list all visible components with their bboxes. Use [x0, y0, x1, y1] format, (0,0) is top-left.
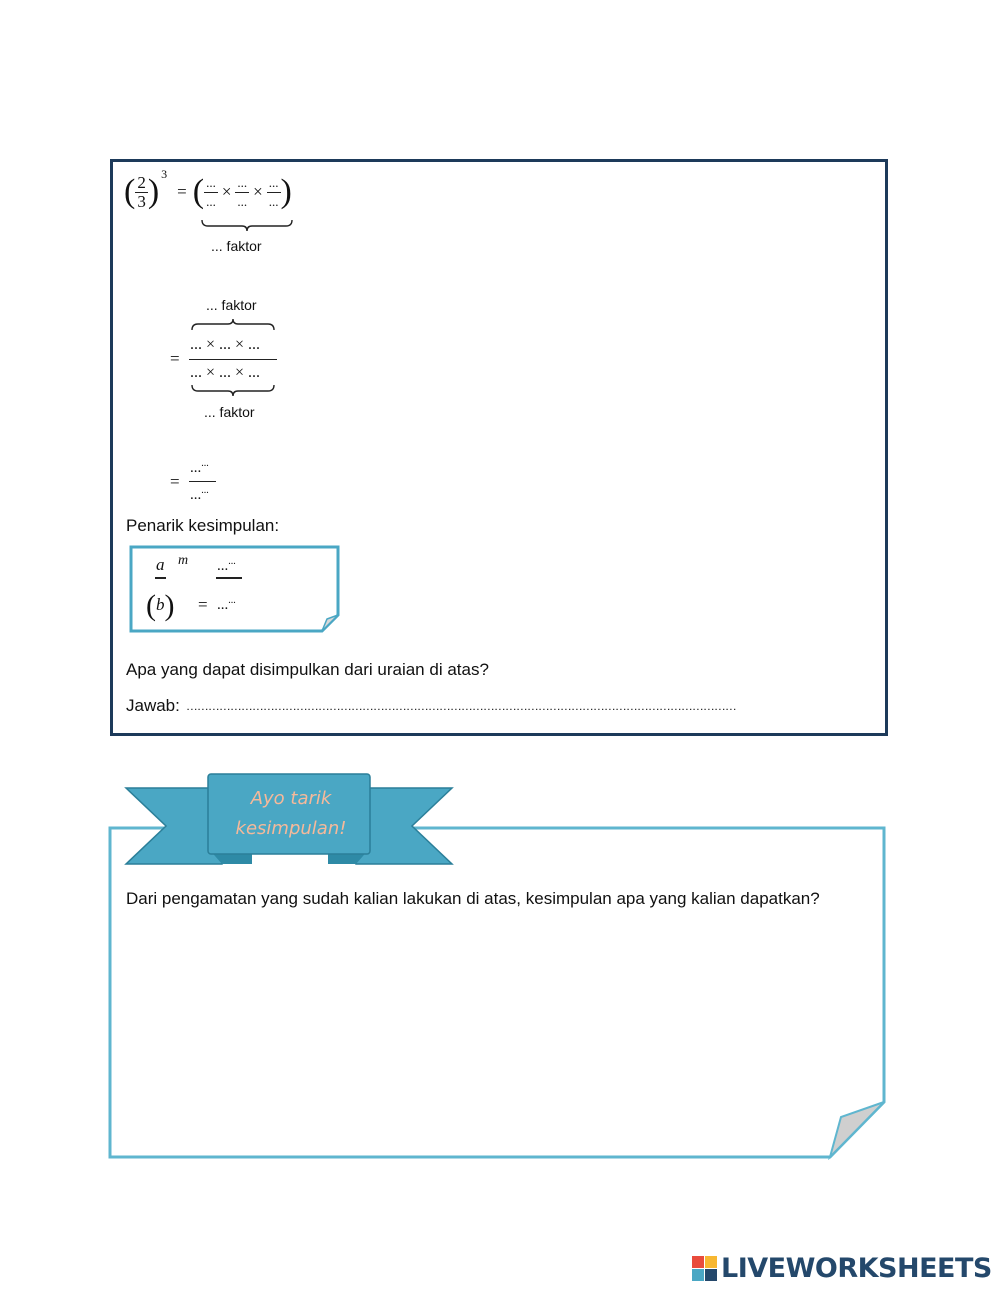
equals-sign: =	[170, 349, 180, 368]
factor-count-label: ... faktor	[211, 238, 262, 254]
conclusion-label: Penarik kesimpulan:	[126, 516, 280, 535]
rule-rhs-den-exp: ...	[228, 595, 236, 606]
base-numerator: 2	[137, 172, 146, 192]
logo-badge-icon	[692, 1256, 717, 1281]
factor-count-label-bottom: ... faktor	[204, 404, 255, 420]
rule-m: m	[178, 553, 189, 568]
power-den-base: ...	[190, 487, 202, 503]
power-num-exp: ...	[201, 458, 209, 469]
rule-rhs-numerator	[217, 556, 236, 575]
banner-line1: Ayo tarik	[250, 788, 332, 809]
answer-input[interactable]: ……………………………………………………………………………………………………………………………………	[185, 699, 736, 713]
factor-count-label-top: ... faktor	[206, 297, 257, 313]
fraction-bar	[189, 481, 216, 482]
power-numerator	[190, 458, 209, 477]
rule-rhs-bar	[216, 577, 242, 579]
factor2-den-blank: ...	[237, 193, 248, 209]
answer-label: Jawab:	[126, 696, 180, 715]
factor1-den-blank: ...	[206, 193, 216, 209]
conclusion-answer-area[interactable]	[126, 920, 856, 1120]
banner-text	[210, 784, 372, 844]
times-sign: ×	[221, 182, 232, 201]
power-den-exp: ...	[201, 485, 209, 496]
factor2-num-blank: ...	[235, 174, 249, 193]
rule-b-letter: b	[156, 594, 165, 614]
answer-line	[126, 696, 878, 716]
logo-text: LIVEWORKSHEETS	[721, 1253, 992, 1284]
rule-b: (b)	[146, 589, 175, 622]
rule-a: a	[156, 555, 165, 574]
power-num-base: ...	[190, 460, 202, 476]
banner-line2: kesimpulan!	[235, 818, 347, 839]
factor3-den-blank: ...	[268, 193, 279, 209]
rule-rhs-num-base: ...	[217, 558, 229, 574]
fraction-bar	[189, 359, 277, 360]
rule-rhs-den-base: ...	[217, 597, 229, 613]
equals-sign: =	[177, 182, 187, 201]
power-denominator	[190, 485, 209, 504]
underbrace	[200, 218, 294, 232]
equals-sign: =	[170, 472, 180, 491]
step1-expression: ( $\frac{2}{3}$ ) 3 = ( $\frac{...}{...}$ × $\frac{...}{...}$ × $\frac{...}{...}$ )	[124, 166, 292, 211]
product-denominator: ... × ... × ...	[190, 364, 261, 381]
underbrace	[190, 383, 276, 397]
rule-a-bar	[155, 577, 166, 579]
conclusion-prompt: Dari pengamatan yang sudah kalian lakukan di atas, kesimpulan apa yang kalian dapatkan?	[126, 889, 820, 908]
product-numerator: ... × ... × ...	[190, 336, 261, 353]
question-text: Apa yang dapat disimpulkan dari uraian di atas?	[126, 660, 489, 679]
rule-equals: =	[198, 595, 208, 614]
rule-rhs-num-exp: ...	[228, 556, 236, 567]
liveworksheets-logo	[692, 1253, 992, 1284]
times-sign: ×	[253, 182, 263, 201]
rule-rhs-denominator	[217, 595, 236, 614]
overbrace	[190, 318, 276, 332]
exponent: 3	[161, 166, 168, 181]
factor3-num-blank: ...	[267, 174, 281, 193]
base-denominator: 3	[137, 191, 146, 211]
factor1-num-blank: ...	[204, 174, 218, 193]
